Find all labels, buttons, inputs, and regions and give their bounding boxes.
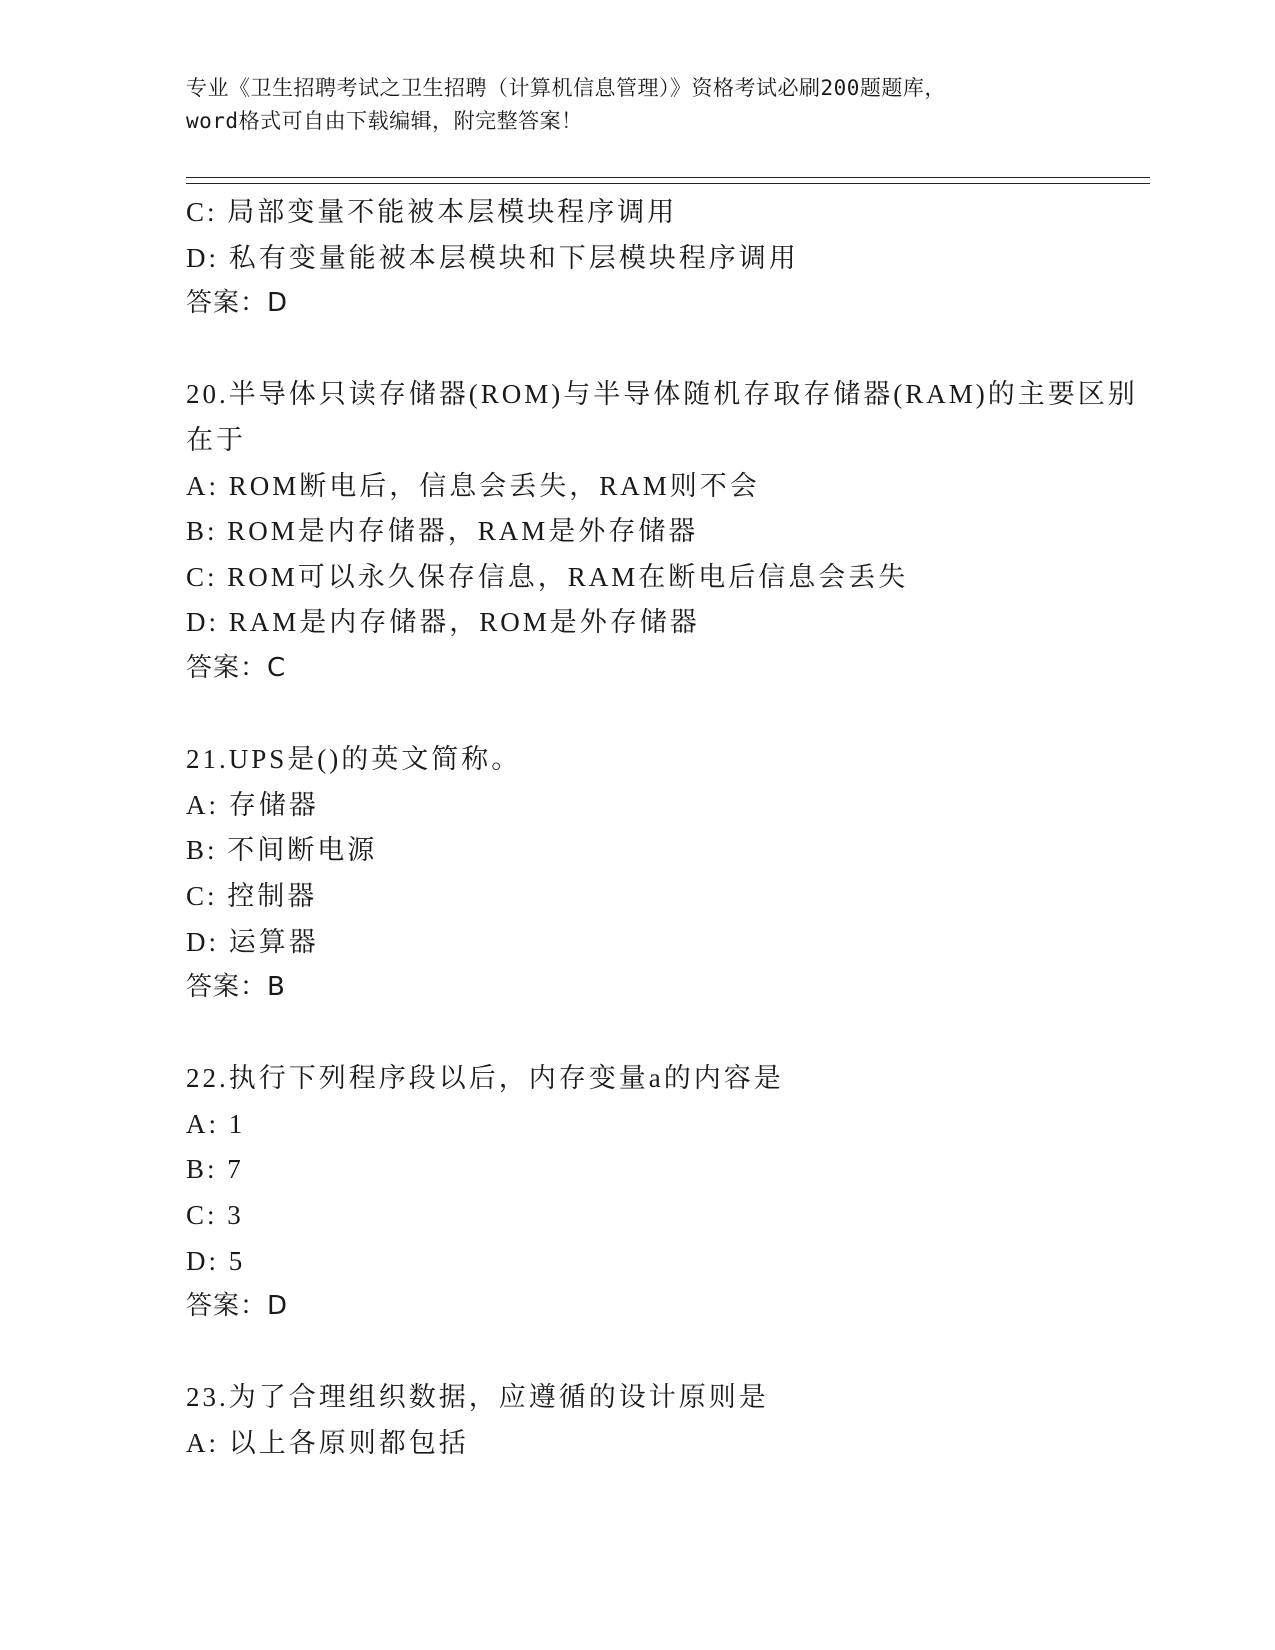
option-line: A: ROM断电后，信息会丢失，RAM则不会 bbox=[186, 470, 760, 501]
spacer bbox=[186, 327, 1086, 373]
question-line: 22.执行下列程序段以后，内存变量a的内容是 bbox=[186, 1063, 784, 1094]
option-line: D: 5 bbox=[186, 1245, 246, 1276]
header-line-1: 专业《卫生招聘考试之卫生招聘（计算机信息管理）》资格考试必刷200题题库， bbox=[186, 76, 946, 100]
option-line: A: 以上各原则都包括 bbox=[186, 1428, 469, 1459]
header-divider-bottom bbox=[186, 183, 1150, 184]
option-line: B: ROM是内存储器，RAM是外存储器 bbox=[186, 516, 699, 547]
header-line-2: word格式可自由下载编辑，附完整答案！ bbox=[186, 109, 583, 133]
answer-line: 答案：B bbox=[186, 972, 286, 1003]
spacer bbox=[186, 1330, 1086, 1376]
question-line: 21.UPS是()的英文简称。 bbox=[186, 744, 522, 775]
option-line: C: 3 bbox=[186, 1200, 244, 1231]
option-line: C: 控制器 bbox=[186, 880, 318, 911]
answer-line: 答案：C bbox=[186, 652, 287, 683]
option-line: D: 运算器 bbox=[186, 926, 319, 957]
spacer bbox=[186, 692, 1086, 738]
option-line: B: 不间断电源 bbox=[186, 835, 378, 866]
option-line: C: ROM可以永久保存信息，RAM在断电后信息会丢失 bbox=[186, 561, 909, 592]
question-line: 在于 bbox=[186, 424, 246, 455]
answer-line: 答案：D bbox=[186, 1291, 289, 1322]
option-line: C: 局部变量不能被本层模块程序调用 bbox=[186, 197, 678, 227]
option-line: D: RAM是内存储器，ROM是外存储器 bbox=[186, 607, 700, 638]
question-line: 23.为了合理组织数据，应遵循的设计原则是 bbox=[186, 1382, 769, 1413]
document-header bbox=[186, 72, 1106, 138]
spacer bbox=[186, 1011, 1086, 1057]
option-line: B: 7 bbox=[186, 1154, 244, 1185]
option-line: A: 1 bbox=[186, 1108, 246, 1139]
header-divider-top bbox=[186, 177, 1150, 178]
option-line: A: 存储器 bbox=[186, 789, 319, 820]
question-line: 20.半导体只读存储器(ROM)与半导体随机存取存储器(RAM)的主要区别 bbox=[186, 379, 1138, 410]
option-line: D: 私有变量能被本层模块和下层模块程序调用 bbox=[186, 242, 799, 273]
question-list bbox=[186, 190, 1138, 1467]
answer-line: 答案：D bbox=[186, 288, 289, 319]
